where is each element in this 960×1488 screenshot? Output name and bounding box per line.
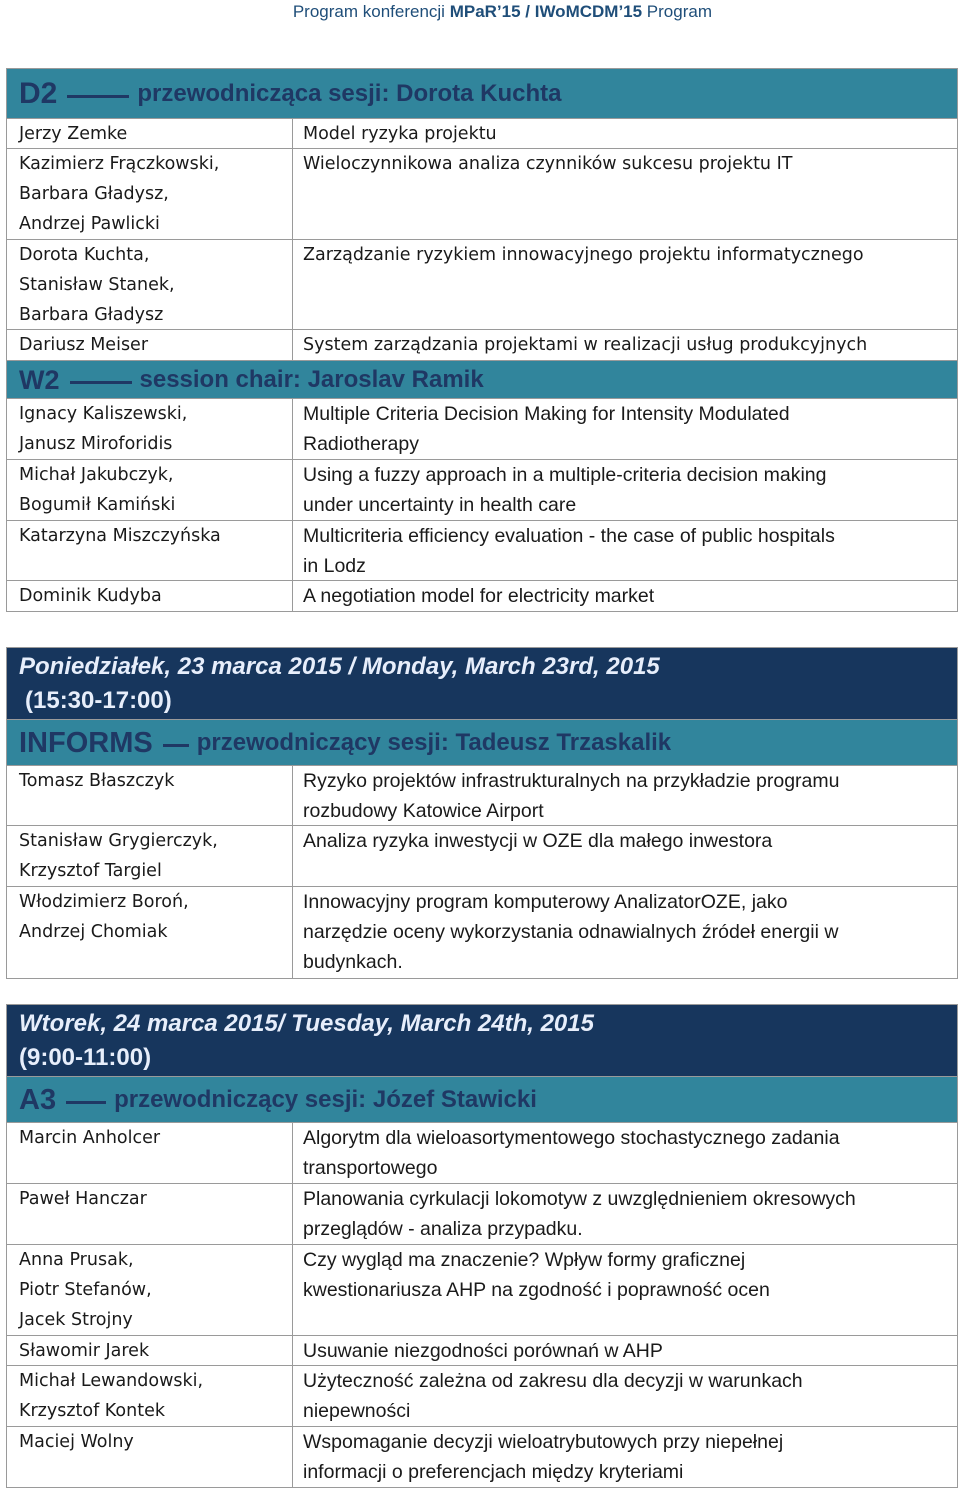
talk-title: Użyteczność zależna od zakresu dla decyzji w warunkach niepewności <box>303 1370 803 1422</box>
talk-title: Czy wygląd ma znaczenie? Wpływ formy graficznej kwestionariusza AHP na zgodność i poprawność ocen <box>303 1249 770 1301</box>
talk-title: Model ryzyka projektu <box>303 124 497 144</box>
day-header-monday <box>7 648 957 720</box>
talk-authors: Tomasz Błaszczyk <box>7 766 293 825</box>
talk-row <box>7 887 957 978</box>
talk-authors: Marcin Anholcer <box>7 1123 293 1183</box>
talk-title: Usuwanie niezgodności porównań w AHP <box>303 1340 663 1362</box>
talk-row <box>7 521 957 581</box>
session-code: W2 <box>19 364 60 395</box>
talk-row <box>7 460 957 521</box>
day-time: (9:00-11:00) <box>19 1044 152 1071</box>
talk-authors: Stanisław Grygierczyk, Krzysztof Targiel <box>7 826 293 886</box>
session-code: A3 <box>19 1083 57 1116</box>
day-header-tuesday <box>7 1005 957 1077</box>
session-header-w2 <box>7 361 957 399</box>
talk-authors: Dariusz Meiser <box>7 330 293 360</box>
session-chair: przewodnicząca sesji: Dorota Kuchta <box>137 80 562 107</box>
talk-title: Planowania cyrkulacji lokomotyw z uwzględnieniem okresowych przeglądów - analiza przypadku. <box>303 1188 856 1240</box>
session-table-a3 <box>6 1004 958 1488</box>
session-header-a3 <box>7 1077 957 1123</box>
session-dash <box>70 381 132 384</box>
talk-authors: Sławomir Jarek <box>7 1336 293 1365</box>
talk-row <box>7 826 957 887</box>
talk-title: Using a fuzzy approach in a multiple-criteria decision making under uncertainty in health care <box>303 464 827 516</box>
session-dash <box>66 1101 106 1104</box>
talk-authors: Dorota Kuchta, Stanisław Stanek, Barbara Gładysz <box>7 240 293 329</box>
talk-row <box>7 581 957 611</box>
session-table-informs <box>6 647 958 979</box>
session-header-informs <box>7 720 957 766</box>
talk-authors: Anna Prusak, Piotr Stefanów, Jacek Strojny <box>7 1245 293 1335</box>
talk-authors: Katarzyna Miszczyńska <box>7 521 293 580</box>
talk-row <box>7 1366 957 1427</box>
talk-authors: Jerzy Zemke <box>7 119 293 148</box>
talk-row <box>7 1427 957 1487</box>
talk-title: Algorytm dla wieloasortymentowego stochastycznego zadania transportowego <box>303 1127 840 1179</box>
talk-title: Ryzyko projektów infrastrukturalnych na przykładzie programu rozbudowy Katowice Airport <box>303 770 840 822</box>
header-conference: MPaR’15 / IWoMCDM’15 <box>449 2 643 21</box>
talk-row <box>7 149 957 240</box>
talk-title: Wieloczynnikowa analiza czynników sukcesu projektu IT <box>303 154 793 174</box>
session-chair: przewodniczący sesji: Tadeusz Trzaskalik <box>196 729 672 756</box>
session-code: INFORMS <box>19 726 153 759</box>
talk-authors: Włodzimierz Boroń, Andrzej Chomiak <box>7 887 293 978</box>
talk-row <box>7 1123 957 1184</box>
talk-title: Analiza ryzyka inwestycji w OZE dla małego inwestora <box>303 830 773 852</box>
talk-authors: Paweł Hanczar <box>7 1184 293 1244</box>
talk-row <box>7 1184 957 1245</box>
header-suffix: Program <box>642 2 712 21</box>
session-header-d2 <box>7 69 957 119</box>
day-title: Wtorek, 24 marca 2015/ Tuesday, March 24th, 2015 <box>19 1010 594 1037</box>
talk-row <box>7 119 957 149</box>
day-time: (15:30-17:00) <box>25 687 172 714</box>
session-chair: przewodniczący sesji: Józef Stawicki <box>114 1086 537 1113</box>
talk-title: A negotiation model for electricity market <box>303 585 655 607</box>
talk-row <box>7 1336 957 1366</box>
talk-authors: Maciej Wolny <box>7 1427 293 1487</box>
talk-authors: Michał Lewandowski, Krzysztof Kontek <box>7 1366 293 1426</box>
talk-title: Multicriteria efficiency evaluation - the case of public hospitals in Lodz <box>303 525 835 577</box>
header-prefix: Program konferencji <box>292 2 450 21</box>
session-table-d2-w2 <box>6 68 958 612</box>
talk-title: System zarządzania projektami w realizacji usług produkcyjnych <box>303 335 868 355</box>
talk-row <box>7 766 957 826</box>
session-dash <box>67 95 129 98</box>
session-chair: session chair: Jaroslav Ramik <box>139 366 484 393</box>
talk-title: Wspomaganie decyzji wieloatrybutowych przy niepełnej informacji o preferencjach między kryteriami <box>303 1431 784 1483</box>
talk-authors: Dominik Kudyba <box>7 581 293 611</box>
talk-title: Multiple Criteria Decision Making for Intensity Modulated Radiotherapy <box>303 403 790 455</box>
talk-authors: Michał Jakubczyk, Bogumił Kamiński <box>7 460 293 520</box>
talk-authors: Ignacy Kaliszewski, Janusz Miroforidis <box>7 399 293 459</box>
talk-row <box>7 330 957 361</box>
talk-row <box>7 240 957 330</box>
talk-title: Zarządzanie ryzykiem innowacyjnego projektu informatycznego <box>303 245 864 265</box>
talk-title: Innowacyjny program komputerowy AnalizatorOZE, jako narzędzie oceny wykorzystania odnawialnych źródeł energii w budynkach. <box>303 891 839 973</box>
session-dash <box>163 744 189 747</box>
session-code: D2 <box>19 77 58 110</box>
talk-row <box>7 1245 957 1336</box>
page-header <box>293 0 712 24</box>
talk-authors: Kazimierz Frączkowski, Barbara Gładysz, Andrzej Pawlicki <box>7 149 293 239</box>
talk-row <box>7 399 957 460</box>
day-title: Poniedziałek, 23 marca 2015 / Monday, March 23rd, 2015 <box>19 653 660 680</box>
